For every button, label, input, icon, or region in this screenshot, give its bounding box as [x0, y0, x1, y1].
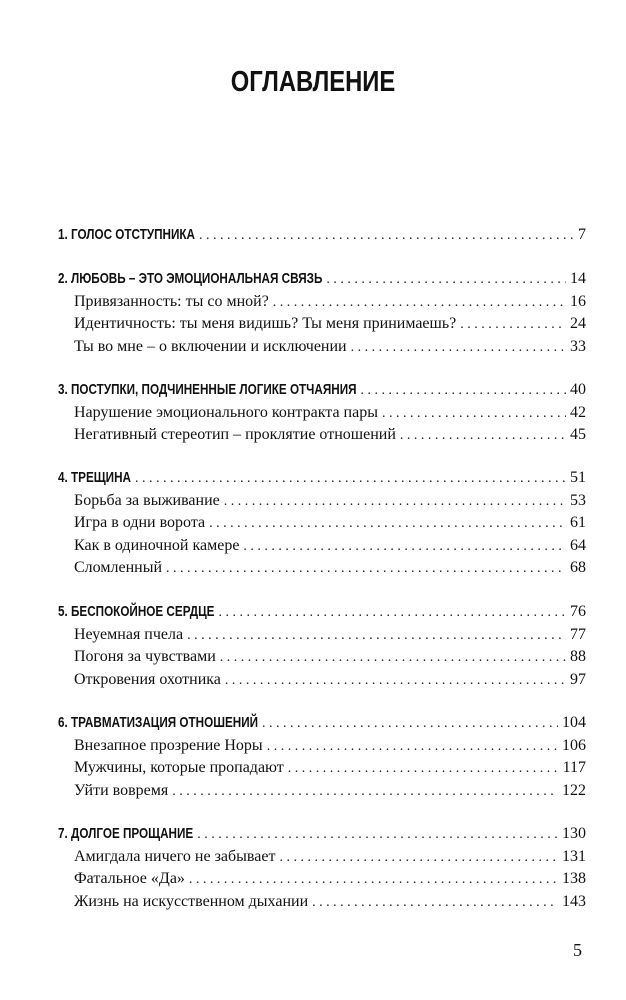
section-page-number: 143 [562, 892, 586, 910]
section-page-number: 16 [570, 292, 586, 310]
section-title: Привязанность: ты со мной? [74, 292, 269, 310]
section-title: Фатальное «Да» [74, 870, 185, 887]
dot-leader [225, 673, 566, 689]
toc-chapter-entry [58, 226, 586, 250]
section-page-number: 53 [570, 491, 586, 509]
dot-leader [197, 827, 558, 843]
chapter-title: 7. ДОЛГОЕ ПРОЩАНИЕ [58, 825, 194, 842]
toc-section-entry [58, 514, 586, 538]
section-page-number: 131 [562, 847, 586, 865]
dot-leader [262, 716, 558, 732]
toc-section-entry [58, 848, 586, 872]
toc-chapter-entry [58, 603, 586, 627]
section-title: Амигдала ничего не забывает [74, 847, 276, 865]
page-number: 5 [573, 940, 582, 960]
section-page-number: 97 [570, 670, 586, 688]
dot-leader [135, 471, 566, 487]
section-title: Как в одиночной камере [74, 536, 240, 554]
section-title: Откровения охотника [74, 670, 221, 688]
section-page-number: 106 [562, 736, 586, 754]
section-title: Игра в одни ворота [74, 514, 206, 531]
toc-section-entry [58, 782, 586, 806]
dot-leader [218, 605, 566, 621]
chapter-title: 3. ПОСТУПКИ, ПОДЧИНЕННЫЕ ЛОГИКЕ ОТЧАЯНИЯ [58, 381, 357, 398]
toc-section-entry [58, 293, 586, 317]
toc-chapter-entry [58, 270, 586, 294]
page-title: ОГЛАВЛЕНИЕ [230, 66, 396, 98]
toc-chapter-entry [58, 381, 586, 405]
chapter-page-number: 14 [570, 270, 586, 287]
section-page-number: 42 [570, 403, 586, 421]
dot-leader [361, 383, 566, 399]
toc-section-entry [58, 559, 586, 583]
section-title: Внезапное прозрение Норы [74, 736, 263, 754]
section-title: Жизнь на искусственном дыхании [74, 892, 309, 910]
dot-leader [172, 784, 558, 800]
dot-leader [209, 516, 566, 532]
section-page-number: 138 [562, 870, 586, 887]
toc-section-entry [58, 759, 586, 783]
dot-leader [273, 295, 566, 311]
chapter-title: 5. БЕСПОКОЙНОЕ СЕРДЦЕ [58, 603, 215, 620]
dot-leader [243, 539, 566, 555]
section-title: Нарушение эмоционального контракта пары [74, 403, 378, 421]
section-title: Борьба за выживание [74, 491, 220, 509]
toc-section-entry [58, 626, 586, 650]
dot-leader [326, 272, 566, 288]
toc-chapter-entry [58, 825, 586, 849]
toc-section-entry [58, 870, 586, 894]
toc-chapter-entry [58, 714, 586, 738]
toc-section-entry [58, 315, 586, 339]
toc-section-entry [58, 338, 586, 362]
dot-leader [312, 895, 558, 911]
toc-section-entry [58, 537, 586, 561]
dot-leader [189, 872, 558, 888]
toc-chapter-entry [58, 469, 586, 493]
section-page-number: 45 [570, 426, 586, 443]
toc-section-entry [58, 893, 586, 917]
chapter-title: 2. ЛЮБОВЬ – ЭТО ЭМОЦИОНАЛЬНАЯ СВЯЗЬ [58, 270, 323, 287]
toc-section-entry [58, 492, 586, 516]
section-title: Ты во мне – о включении и исключении [74, 337, 347, 355]
chapter-page-number: 104 [562, 714, 586, 731]
dot-leader [187, 628, 566, 644]
dot-leader [288, 761, 559, 777]
chapter-page-number: 76 [570, 603, 586, 620]
section-title: Идентичность: ты меня видишь? Ты меня принимаешь? [74, 315, 457, 332]
chapter-page-number: 130 [562, 825, 586, 842]
toc-section-entry [58, 671, 586, 695]
dot-leader [400, 428, 566, 444]
dot-leader [224, 494, 566, 510]
chapter-title: 6. ТРАВМАТИЗАЦИЯ ОТНОШЕНИЙ [58, 714, 259, 731]
dot-leader [199, 228, 574, 244]
toc-section-entry [58, 426, 586, 450]
toc-section-entry [58, 404, 586, 428]
chapter-title: 4. ТРЕЩИНА [58, 469, 132, 486]
section-title: Уйти вовремя [74, 781, 169, 799]
section-title: Негативный стереотип – проклятие отношений [74, 426, 396, 443]
dot-leader [166, 561, 566, 577]
chapter-page-number: 7 [578, 226, 586, 243]
section-page-number: 88 [570, 648, 586, 665]
section-page-number: 117 [562, 759, 586, 776]
section-page-number: 68 [570, 559, 586, 576]
chapter-page-number: 40 [570, 381, 586, 398]
section-page-number: 77 [570, 625, 586, 643]
section-page-number: 33 [570, 337, 586, 355]
dot-leader [460, 317, 566, 333]
dot-leader [279, 850, 558, 866]
dot-leader [220, 650, 566, 666]
dot-leader [351, 340, 566, 356]
chapter-title: 1. ГОЛОС ОТСТУПНИКА [58, 226, 195, 243]
section-title: Сломленный [74, 559, 162, 576]
section-title: Мужчины, которые пропадают [74, 759, 284, 776]
section-page-number: 61 [570, 514, 586, 531]
section-page-number: 64 [570, 536, 586, 554]
toc-section-entry [58, 648, 586, 672]
dot-leader [267, 739, 558, 755]
section-page-number: 122 [562, 781, 586, 799]
section-page-number: 24 [570, 315, 586, 332]
toc-section-entry [58, 737, 586, 761]
chapter-page-number: 51 [570, 469, 586, 486]
section-title: Погоня за чувствами [74, 648, 216, 665]
section-title: Неуемная пчела [74, 625, 184, 643]
dot-leader [382, 406, 566, 422]
